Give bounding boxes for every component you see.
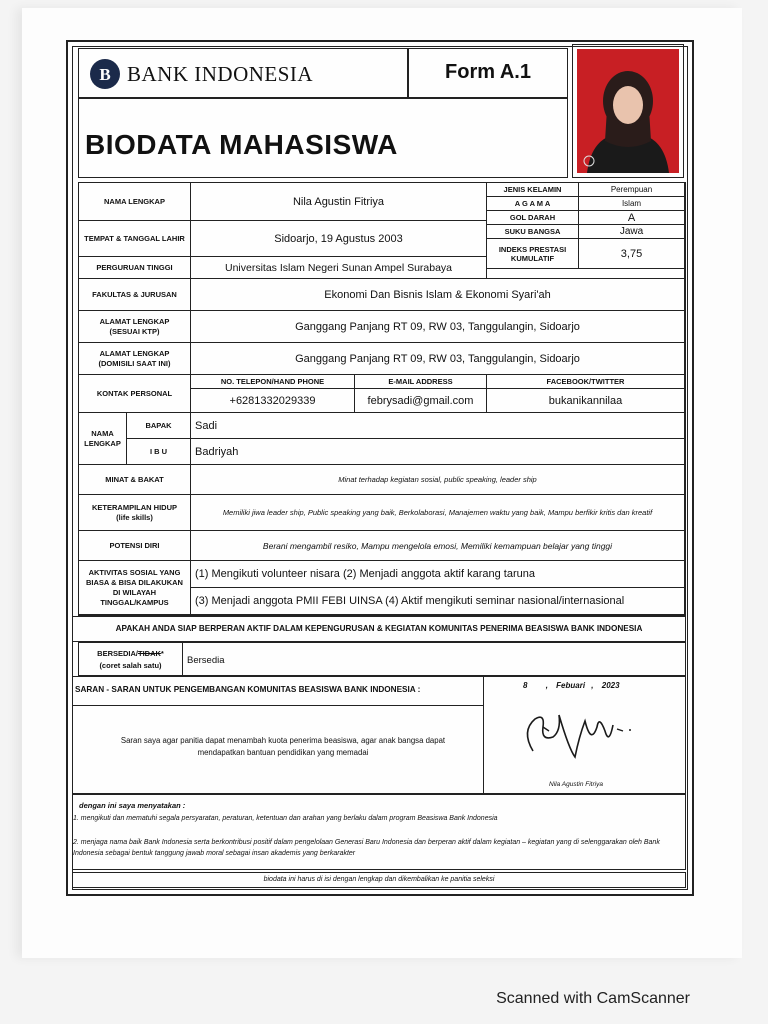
date-day: 8 xyxy=(523,681,528,690)
bank-indonesia-logo-icon xyxy=(89,58,121,90)
value-alamat-domisili: Ganggang Panjang RT 09, RW 03, Tanggulangin, Sidoarjo xyxy=(191,343,685,375)
value-gol-darah: A xyxy=(579,211,685,225)
value-telepon: +6281332029339 xyxy=(191,389,355,413)
label-nama-orangtua-line2: LENGKAP xyxy=(84,438,121,448)
student-photo xyxy=(577,49,679,173)
value-potensi: Berani mengambil resiko, Mampu mengelola emosi, Memiliki kemampuan belajar yang tinggi xyxy=(191,531,685,561)
signer-name: Nila Agustin Fitriya xyxy=(549,781,603,788)
value-ipk: 3,75 xyxy=(579,239,685,269)
bersedia-label xyxy=(79,643,183,675)
footer-note-box xyxy=(72,872,686,888)
value-aktivitas-2-text: (3) Menjadi anggota PMII FEBI UINSA (4) Aktif mengikuti seminar nasional/internasional xyxy=(195,595,625,607)
bank-name: BANK INDONESIA xyxy=(127,62,314,86)
value-aktivitas-2 xyxy=(191,588,685,615)
label-nama-orangtua-line1: NAMA xyxy=(91,428,114,438)
value-suku-bangsa: Jawa xyxy=(579,225,685,239)
value-minat: Minat terhadap kegiatan sosial, public speaking, leader ship xyxy=(191,465,685,495)
question-row xyxy=(72,616,686,642)
saran-label: SARAN - SARAN UNTUK PENGEMBANGAN KOMUNITAS BEASISWA BANK INDONESIA : xyxy=(75,685,421,694)
title-box xyxy=(78,98,568,178)
bersedia-label-line1 xyxy=(79,649,182,658)
camscanner-watermark: Scanned with CamScanner xyxy=(496,990,690,1007)
label-alamat-ktp-line2: (SESUAI KTP) xyxy=(109,326,160,336)
label-keterampilan-line2: (life skills) xyxy=(116,512,153,522)
bersedia-asterisk: * xyxy=(160,649,164,658)
value-email: febrysadi@gmail.com xyxy=(355,389,487,413)
value-agama: Islam xyxy=(579,197,685,211)
label-aktivitas-line2: BIASA & BISA DILAKUKAN xyxy=(86,577,183,587)
label-minat: MINAT & BAKAT xyxy=(79,465,191,495)
label-keterampilan-line1: KETERAMPILAN HIDUP xyxy=(91,502,177,512)
header-logo-box xyxy=(78,48,408,98)
label-potensi: POTENSI DIRI xyxy=(79,531,191,561)
page-title: BIODATA MAHASISWA xyxy=(85,129,398,160)
label-gol-darah: GOL DARAH xyxy=(487,211,579,225)
value-jenis-kelamin: Perempuan xyxy=(579,183,685,197)
saran-section xyxy=(72,676,686,794)
declaration-item-2: 2. menjaga nama baik Bank Indonesia serta berkontribusi positif dalam pengelolaan Generasi Baru Indonesia dan berperan aktif dalam kegiatan – kegiatan yang di selenggarakan oleh Bank Indonesia sebagai bentuk tanggung jawab moral sebagai insan akademis yang berkarakter xyxy=(73,839,660,857)
label-ipk-line1: INDEKS PRESTASI xyxy=(498,244,567,254)
label-nama-orangtua xyxy=(79,413,127,465)
label-jenis-kelamin: JENIS KELAMIN xyxy=(487,183,579,197)
label-alamat-domisili-line2: (DOMISILI SAAT INI) xyxy=(98,358,171,368)
label-alamat-ktp xyxy=(79,311,191,343)
value-bapak xyxy=(191,413,685,439)
value-aktivitas-1 xyxy=(191,561,685,588)
value-nama: Nila Agustin Fitriya xyxy=(191,183,487,221)
bersedia-word: BERSEDIA/ xyxy=(97,649,138,658)
label-facebook: FACEBOOK/TWITTER xyxy=(487,375,685,389)
pt-filler xyxy=(487,269,685,279)
value-facebook: bukanikannilaa xyxy=(487,389,685,413)
bersedia-row xyxy=(78,642,686,676)
date-year: 2023 xyxy=(601,681,620,690)
biodata-form xyxy=(66,40,694,896)
label-email: E-MAIL ADDRESS xyxy=(355,375,487,389)
date-sep-1: , xyxy=(545,681,548,690)
value-keterampilan: Memiliki jiwa leader ship, Public speaking yang baik, Berkolaborasi, Manajemen waktu yang baik, Mampu berfikir kritis dan kreatif xyxy=(191,495,685,531)
svg-text:B: B xyxy=(99,65,111,84)
saran-vertical-divider xyxy=(483,677,484,793)
value-pt: Universitas Islam Negeri Sunan Ampel Surabaya xyxy=(191,257,487,279)
value-ttl: Sidoarjo, 19 Agustus 2003 xyxy=(191,221,487,257)
declaration-item-1: 1. mengikuti dan mematuhi segala persyaratan, peraturan, ketentuan dan arahan yang berlaku dalam program Beasiswa Bank Indonesia xyxy=(73,815,498,822)
label-aktivitas xyxy=(79,561,191,615)
label-keterampilan xyxy=(79,495,191,531)
form-code: Form A.1 xyxy=(445,61,531,83)
label-ipk xyxy=(487,239,579,269)
label-ttl: TEMPAT & TANGGAL LAHIR xyxy=(79,221,191,257)
declaration-intro: dengan ini saya menyatakan : xyxy=(79,801,186,810)
label-kontak: KONTAK PERSONAL xyxy=(79,375,191,413)
label-bapak: BAPAK xyxy=(127,413,191,439)
label-alamat-domisili-line1: ALAMAT LENGKAP xyxy=(99,348,170,358)
personal-table xyxy=(78,182,686,616)
handwritten-signature xyxy=(513,701,653,771)
label-telepon: NO. TELEPON/HAND PHONE xyxy=(191,375,355,389)
label-ibu: I B U xyxy=(127,439,191,465)
date-sep-2: , xyxy=(591,681,594,690)
value-fakultas: Ekonomi Dan Bisnis Islam & Ekonomi Syari'ah xyxy=(191,279,685,311)
declaration-section xyxy=(72,794,686,870)
label-alamat-ktp-line1: ALAMAT LENGKAP xyxy=(99,316,170,326)
value-ibu xyxy=(191,439,685,465)
label-aktivitas-line4: TINGGAL/KAMPUS xyxy=(100,597,169,607)
label-nama: NAMA LENGKAP xyxy=(79,183,191,221)
label-agama: A G A M A xyxy=(487,197,579,211)
date-month: Febuari xyxy=(556,681,586,690)
value-alamat-ktp: Ganggang Panjang RT 09, RW 03, Tanggulangin, Sidoarjo xyxy=(191,311,685,343)
form-code-box xyxy=(408,48,568,98)
photo-frame xyxy=(572,44,684,178)
value-ibu-text: Badriyah xyxy=(195,445,239,458)
saran-text: Saran saya agar panitia dapat menambah kuota penerima beasiswa, agar anak bangsa dapat mendapatkan bantuan pendidikan yang memadai xyxy=(120,736,446,757)
tidak-struck: TIDAK xyxy=(138,649,161,658)
signature-date xyxy=(523,681,620,690)
footer-note: biodata ini harus di isi dengan lengkap dan dikembalikan ke panitia seleksi xyxy=(263,876,495,883)
bersedia-label-line2: (coret salah satu) xyxy=(99,661,162,670)
label-alamat-domisili xyxy=(79,343,191,375)
bersedia-answer: Bersedia xyxy=(187,655,225,666)
label-aktivitas-line3: DI WILAYAH xyxy=(112,587,157,597)
label-suku-bangsa: SUKU BANGSA xyxy=(487,225,579,239)
question-text: APAKAH ANDA SIAP BERPERAN AKTIF DALAM KEPENGURUSAN & KEGIATAN KOMUNITAS PENERIMA BEASISWA BANK INDONESIA xyxy=(115,624,643,633)
label-ipk-line2: KUMULATIF xyxy=(510,253,555,263)
value-aktivitas-1-text: (1) Mengikuti volunteer nisara (2) Menjadi anggota aktif karang taruna xyxy=(195,568,535,580)
label-pt: PERGURUAN TINGGI xyxy=(79,257,191,279)
value-bapak-text: Sadi xyxy=(195,419,218,432)
label-aktivitas-line1: AKTIVITAS SOSIAL YANG xyxy=(88,567,181,577)
label-fakultas: FAKULTAS & JURUSAN xyxy=(79,279,191,311)
saran-divider xyxy=(73,705,483,706)
